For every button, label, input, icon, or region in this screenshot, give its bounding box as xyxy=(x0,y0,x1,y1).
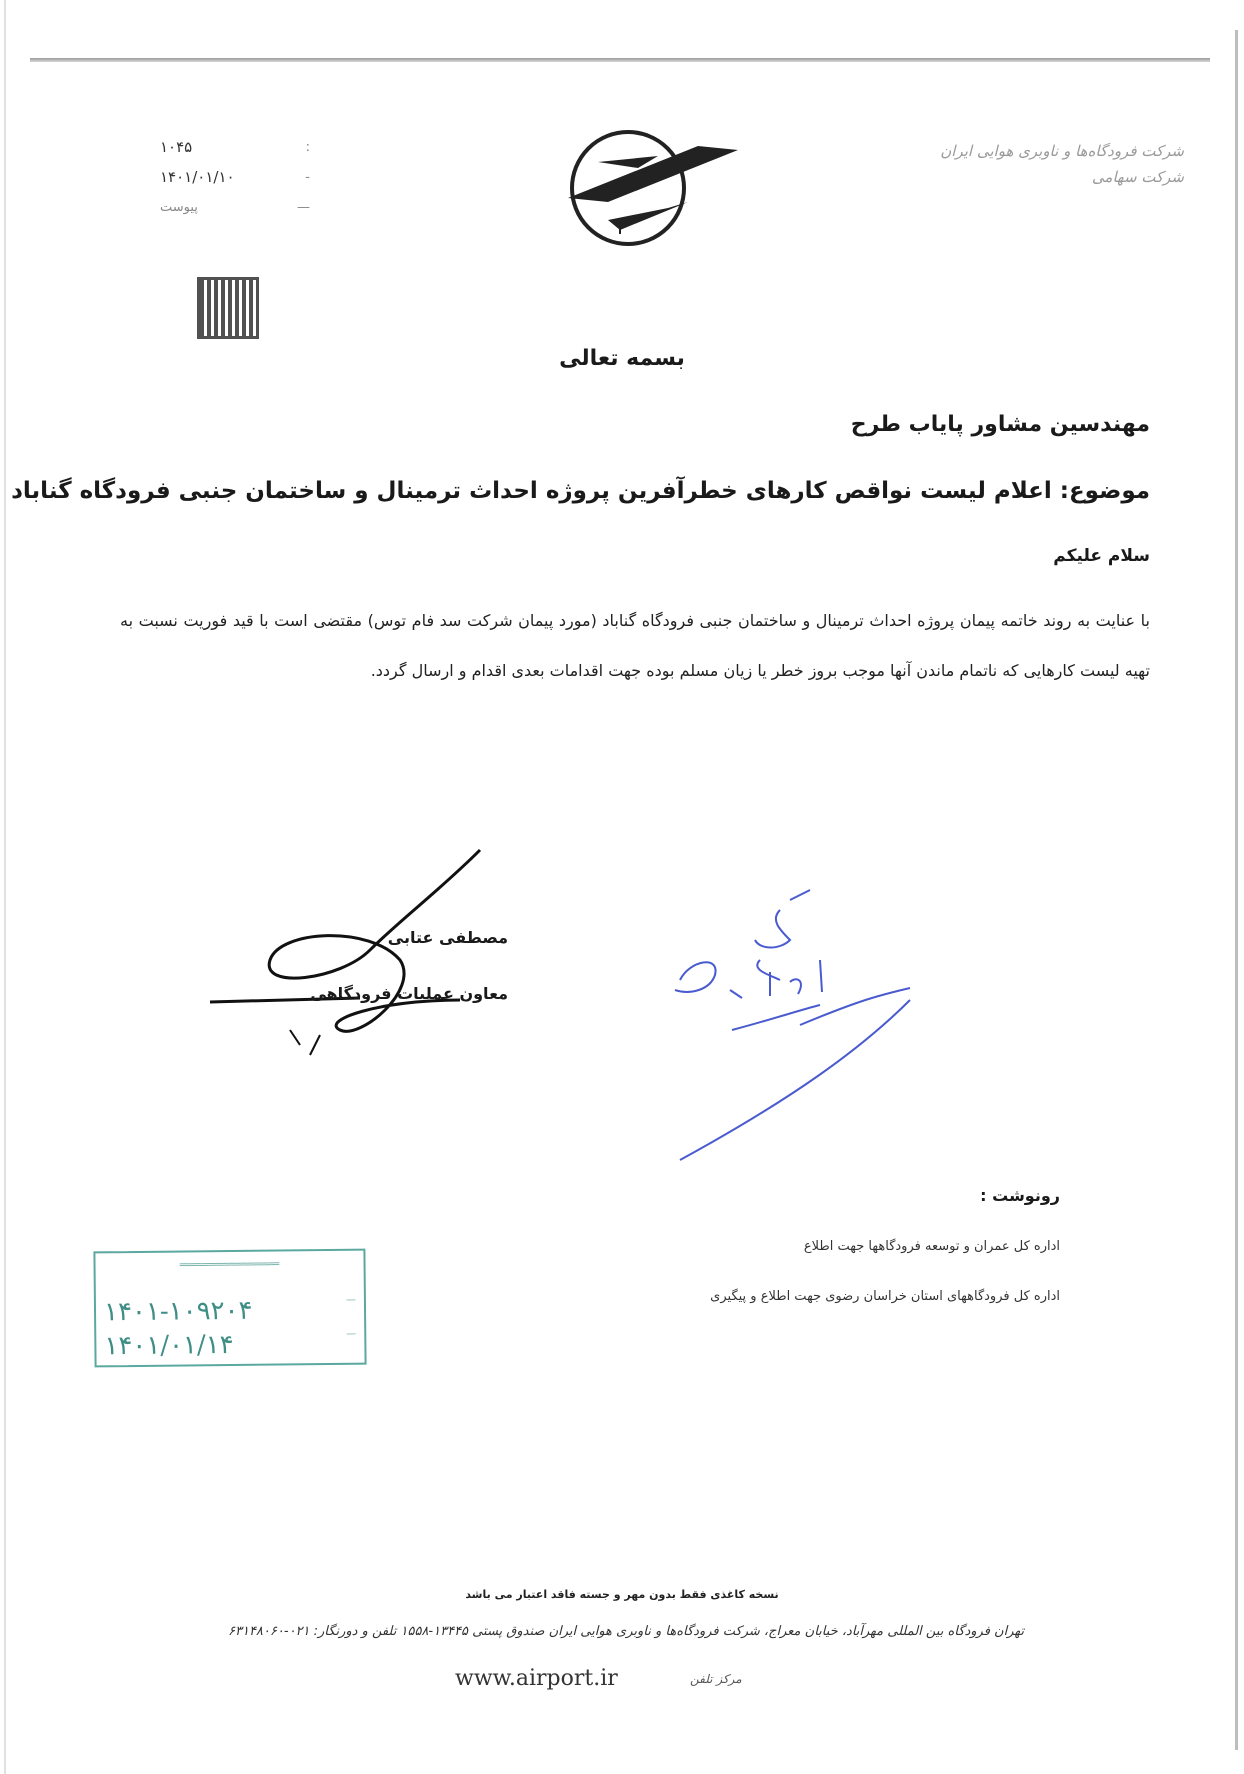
footer-center-label: مرکز تلفن xyxy=(690,1672,742,1686)
meta-date-value: ۱۴۰۱/۰۱/۱۰ xyxy=(160,168,235,186)
footer-website: www.airport.ir xyxy=(455,1666,618,1691)
signatory-name: مصطفی عتابی xyxy=(387,928,508,947)
stamp-date-value: ۱۴۰۱/۰۱/۱۴ xyxy=(104,1329,234,1362)
cc-label: رونوشت : xyxy=(980,1186,1060,1205)
footer-address: تهران فرودگاه بین المللی مهرآباد، خیابان معراج، شرکت فرودگاه‌ها و ناوبری هوایی ایران صندوق پستی ۱۳۴۴۵-۱۵۵۸ تلفن و دورنگار: ۰۲۱-۶۳۱۴۸۰۶۰ xyxy=(228,1624,1024,1639)
meta-attachment-row xyxy=(160,192,310,222)
org-header-line2: شرکت سهامی xyxy=(1091,168,1184,186)
meta-attachment-dash: — xyxy=(297,199,310,215)
handwritten-signature xyxy=(200,840,530,1070)
scan-edge-top xyxy=(30,58,1210,62)
stamp-number-value: ۱۴۰۱-۱۰۹۲۰۴ xyxy=(103,1295,253,1328)
stamp-number-row xyxy=(104,1295,356,1328)
meta-date-row xyxy=(160,162,310,192)
addressee: مهندسین مشاور پایاب طرح xyxy=(850,412,1150,437)
meta-number-row xyxy=(160,132,310,162)
footer-validity-note: نسخه کاغذی فقط بدون مهر و جسته فاقد اعتبار می باشد xyxy=(465,1588,779,1601)
subject-line: موضوع: اعلام لیست نواقص کارهای خطرآفرین پروژه احداث ترمینال و ساختمان جنبی فرودگاه گناباد xyxy=(11,478,1150,504)
stamp-number-label: — xyxy=(345,1294,356,1306)
scan-edge-left xyxy=(4,0,6,1774)
cc-list xyxy=(710,1234,1060,1334)
org-header xyxy=(784,138,1184,190)
meta-attachment-label: پیوست xyxy=(160,199,198,215)
letter-meta xyxy=(160,132,310,222)
org-header-line1: شرکت فرودگاه‌ها و ناوبری هوایی ایران xyxy=(940,142,1184,160)
meta-number-label: : xyxy=(305,139,310,155)
stamp-date-row xyxy=(104,1329,356,1362)
meta-number-value: ۱۰۴۵ xyxy=(160,138,193,156)
handwritten-referral-note xyxy=(660,880,920,1180)
airport-company-logo xyxy=(548,110,758,250)
signature-block xyxy=(200,840,530,1070)
stamp-date-label: — xyxy=(346,1328,357,1340)
meta-date-label: - xyxy=(305,169,310,185)
greeting: سلام علیکم xyxy=(1053,546,1150,566)
letter-body: با عنایت به روند خاتمه پیمان پروژه احداث ترمینال و ساختمان جنبی فرودگاه گناباد (مورد پیمان شرکت سد فام توس) مقتضی است با قید فوریت نسبت به تهیه لیست کارهایی که ناتمام ماندن آنها موجب بروز خطر یا زیان مسلم بوده جهت اقدامات بعدی اقدام و ارسال گردد. xyxy=(120,611,1150,680)
registry-stamp xyxy=(93,1249,366,1368)
signatory-title: معاون عملیات فرودگاهی xyxy=(310,984,508,1003)
scan-edge-right xyxy=(1235,30,1238,1750)
qr-code xyxy=(200,280,256,336)
cc-item: اداره کل عمران و توسعه فرودگاهها جهت اطلاع xyxy=(803,1239,1060,1254)
stamp-header-text: ═══════════════ xyxy=(179,1257,280,1272)
cc-item: اداره کل فرودگاههای استان خراسان رضوی جهت اطلاع و پیگیری xyxy=(710,1289,1060,1304)
bismillah-heading: بسمه تعالی xyxy=(559,346,685,371)
